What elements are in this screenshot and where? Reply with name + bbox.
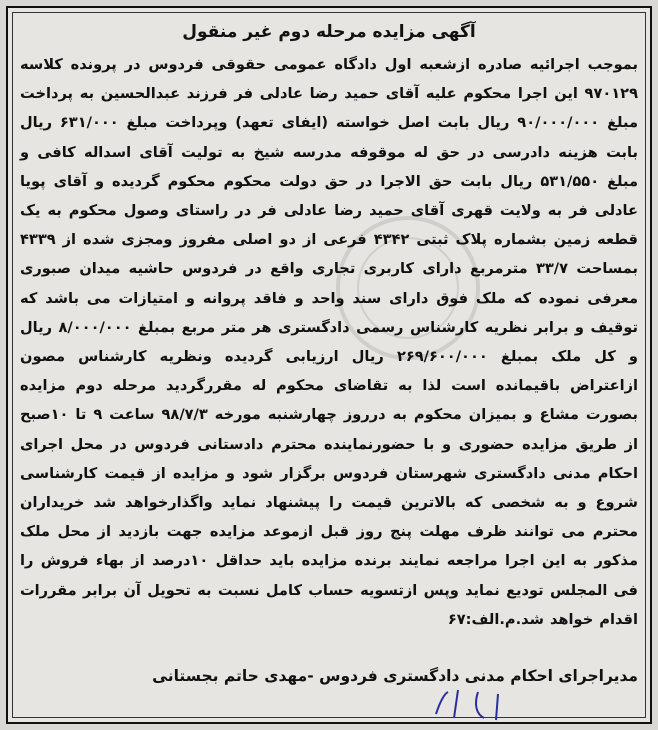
- notice-frame: [6, 6, 652, 724]
- handwritten-mark: [428, 684, 538, 724]
- notice-signature: مدیراجرای احکام مدنی دادگستری فردوس -مهدی حاتم بجستانی: [152, 667, 638, 685]
- notice-title: آگهی مزایده مرحله دوم غیر منقول: [182, 22, 476, 42]
- notice-body: بموجب اجرائیه صادره ازشعبه اول دادگاه عمومی حقوقی فردوس در پرونده کلاسه ۹۷۰۱۲۹ این اجرا محکوم علیه آقای حمید رضا عادلی فر فرزند عبدالحسین به پرداخت مبلغ ۹۰/۰۰۰/۰۰۰ ریال بابت اصل خواسته (ایفای تعهد) وپرداخت مبلغ ۶۳۱/۰۰۰ ریال بابت هزینه دادرسی در حق له موقوفه مدرسه شیخ به تولیت آقای اسداله کافی و مبلغ ۵۳۱/۵۵۰ ریال بابت حق الاجرا در حق دولت محکوم محکوم گردیده و آقای پویا عادلی فر به ولایت قهری آقای حمید رضا عادلی فر در راستای وصول محکوم به یک قطعه زمین بشماره پلاک ثبتی ۴۳۴۲ فرعی از دو اصلی مفروز ومجزی شده از ۴۳۳۹ بمساحت ۳۳/۷ مترمربع دارای کاربری تجاری واقع در فردوس حاشیه میدان صبوری معرفی نموده که ملک فوق دارای سند واحد و فاقد پروانه و امتیازات می باشد که توقیف و برابر نظریه کارشناس رسمی دادگستری هر متر مربع بمبلغ ۸/۰۰۰/۰۰۰ ریال و کل ملک بمبلغ ۲۶۹/۶۰۰/۰۰۰ ریال ارزیابی گردیده ونظریه کارشناس مصون ازاعتراض باقیمانده است لذا به تقاضای محکوم له مقررگردید مرحله دوم مزایده بصورت مشاع و بمیزان محکوم به درروز چهارشنبه مورخه ۹۸/۷/۳ ساعت ۹ تا ۱۰صبح از طریق مزایده حضوری و با حضورنماینده محترم دادستانی فردوس در محل اجرای احکام مدنی دادگستری شهرستان فردوس برگزار شود و مزایده از قیمت کارشناسی شروع و به شخصی که بالاترین قیمت را پیشنهاد نماید واگذارخواهد شد خریداران محترم می توانند ظرف مهلت پنج روز قبل ازموعد مزایده جهت بازدید از محل ملک مذکور به این اجرا مراجعه نمایند برنده مزایده باید حداقل ۱۰درصد از بهاء فروش را فی المجلس تودیع نماید وپس ازتسویه حساب کامل نسبت به تحویل آن برابر مقررات اقدام خواهد شد.م.الف:۶۷: [20, 56, 639, 628]
